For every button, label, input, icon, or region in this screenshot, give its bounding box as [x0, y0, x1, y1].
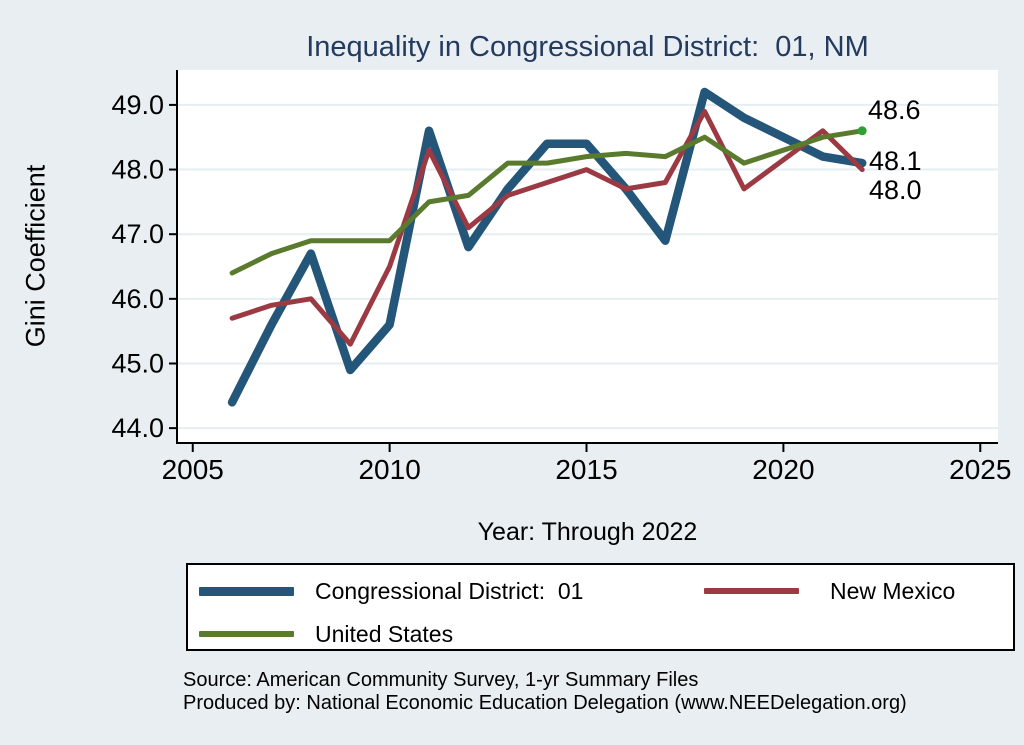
y-tick-label: 44.0 [111, 413, 164, 444]
y-tick-label: 46.0 [111, 283, 164, 314]
legend-swatch-congressional-district-01 [199, 587, 294, 596]
x-tick-label: 2005 [161, 454, 224, 485]
x-axis-title: Year: Through 2022 [477, 518, 698, 546]
y-tick-label: 48.0 [111, 154, 164, 185]
chart-title: Inequality in Congressional District: 01, NM [306, 31, 869, 63]
y-tick-label: 49.0 [111, 89, 164, 120]
plot-background [177, 70, 998, 443]
y-tick-label: 47.0 [111, 219, 164, 250]
source-note [183, 669, 907, 715]
legend [186, 563, 1015, 651]
x-tick-label: 2020 [752, 454, 815, 485]
legend-swatch-new-mexico [704, 588, 799, 594]
x-tick-label: 2025 [949, 454, 1012, 485]
source-line: Source: American Community Survey, 1-yr Summary Files [183, 669, 699, 691]
end-value-label: 48.0 [869, 175, 922, 205]
legend-label-new-mexico: New Mexico [830, 578, 956, 604]
series-end-marker [858, 126, 867, 135]
end-value-label: 48.1 [869, 146, 922, 176]
end-value-label: 48.6 [868, 95, 921, 125]
y-tick-label: 45.0 [111, 348, 164, 379]
x-tick-label: 2010 [358, 454, 421, 485]
legend-label-congressional-district-01: Congressional District: 01 [315, 578, 584, 604]
x-tick-label: 2015 [555, 454, 618, 485]
y-axis-title: Gini Coefficient [20, 164, 51, 348]
legend-swatch-united-states [199, 631, 294, 637]
legend-label-united-states: United States [315, 621, 454, 647]
producer-line: Produced by: National Economic Education Delegation (www.NEEDelegation.org) [183, 692, 907, 714]
